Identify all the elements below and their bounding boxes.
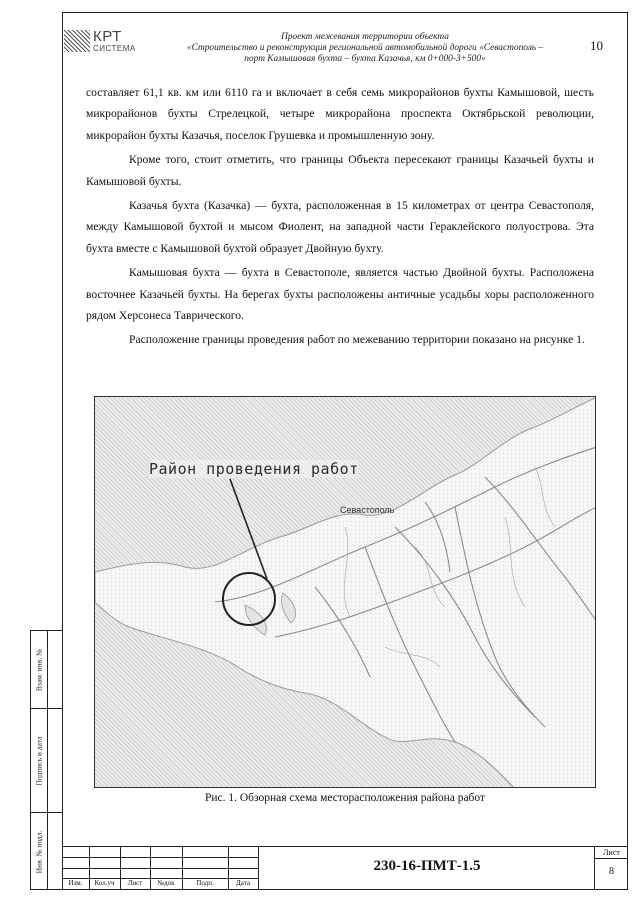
figure-caption: Рис. 1. Обзорная схема месторасположения района работ bbox=[204, 792, 486, 804]
paragraph: Камышовая бухта — бухта в Севастополе, является частью Двойной бухты. Расположена восточнее Казачьей бухты. На берегах бухты расположены античные усадьбы хоры расположенного рядом Херсонеса Таврического. bbox=[86, 266, 594, 323]
side-cell-inventory bbox=[31, 813, 62, 891]
company-logo bbox=[64, 30, 146, 60]
paragraph: составляет 61,1 кв. км или 6110 га и включает в себя семь микрорайонов бухты Камышовой, шесть микрорайонов бухты Стрелецкой, четыре микрорайона проспекта Октябрьской революции, микрорайон бухты Казачья, поселок Грушевка и промышленную зону. bbox=[86, 86, 594, 142]
col-label-sheet: Лист bbox=[127, 879, 143, 887]
document-code: 230-16-ПМТ-1.5 bbox=[373, 858, 481, 874]
sheet-label: Лист bbox=[595, 847, 628, 859]
header-line-3: порт Камышовая бухта – бухта Казачья, км 0+000-3+500» bbox=[244, 54, 486, 64]
col-label-doc: №док bbox=[157, 879, 175, 887]
side-label-signature: Подпись и дата bbox=[34, 736, 44, 785]
logo-mark-icon bbox=[64, 30, 90, 52]
revision-table bbox=[62, 846, 258, 890]
header-line-1: Проект межевания территории объекта bbox=[281, 32, 449, 42]
logo-text-top: КРТ bbox=[93, 28, 122, 45]
page-number: 10 bbox=[590, 38, 603, 53]
overview-map bbox=[94, 396, 596, 788]
side-cell-signature bbox=[31, 709, 62, 813]
col-label-date: Дата bbox=[236, 879, 250, 887]
header-line-2: «Строительство и реконструкция региональной автомобильной дороги «Севастополь – bbox=[186, 43, 544, 53]
logo-text-bottom: СИСТЕМА bbox=[93, 44, 136, 53]
side-label-replacement: Взам. инв. № bbox=[34, 648, 44, 691]
side-label-inventory: Инв. № подл. bbox=[34, 830, 44, 874]
document-header bbox=[150, 32, 580, 65]
paragraph: Расположение границы проведения работ по межеванию территории показано на рисунке 1. bbox=[129, 333, 585, 347]
title-block bbox=[62, 846, 628, 890]
col-label-count: Кол.уч bbox=[94, 879, 115, 887]
side-cell-replacement bbox=[31, 631, 62, 709]
sheet-number: 8 bbox=[609, 866, 614, 877]
body-text bbox=[86, 82, 594, 354]
map-graphic bbox=[95, 397, 596, 788]
map-label: Район проведения работ bbox=[149, 460, 359, 478]
city-label: Севастополь bbox=[340, 505, 395, 515]
col-label-signature: Подп. bbox=[196, 879, 214, 887]
col-label-change: Изм. bbox=[68, 879, 83, 887]
paragraph: Кроме того, стоит отметить, что границы Объекта пересекают границы Казачьей бухты и Камышовой бухты. bbox=[86, 153, 594, 188]
paragraph: Казачья бухта (Казачка) — бухта, расположенная в 15 километрах от центра Севастополя, между Камышовой бухтой и мысом Фиолент, на западной части Гераклейского полуострова. Эта бухта вместе с Камышовой бухтой образует Двойную бухту. bbox=[86, 199, 594, 255]
side-stamp bbox=[30, 630, 62, 890]
sheet-box bbox=[594, 846, 628, 890]
land-area bbox=[95, 397, 596, 788]
revision-col-line bbox=[258, 846, 259, 890]
